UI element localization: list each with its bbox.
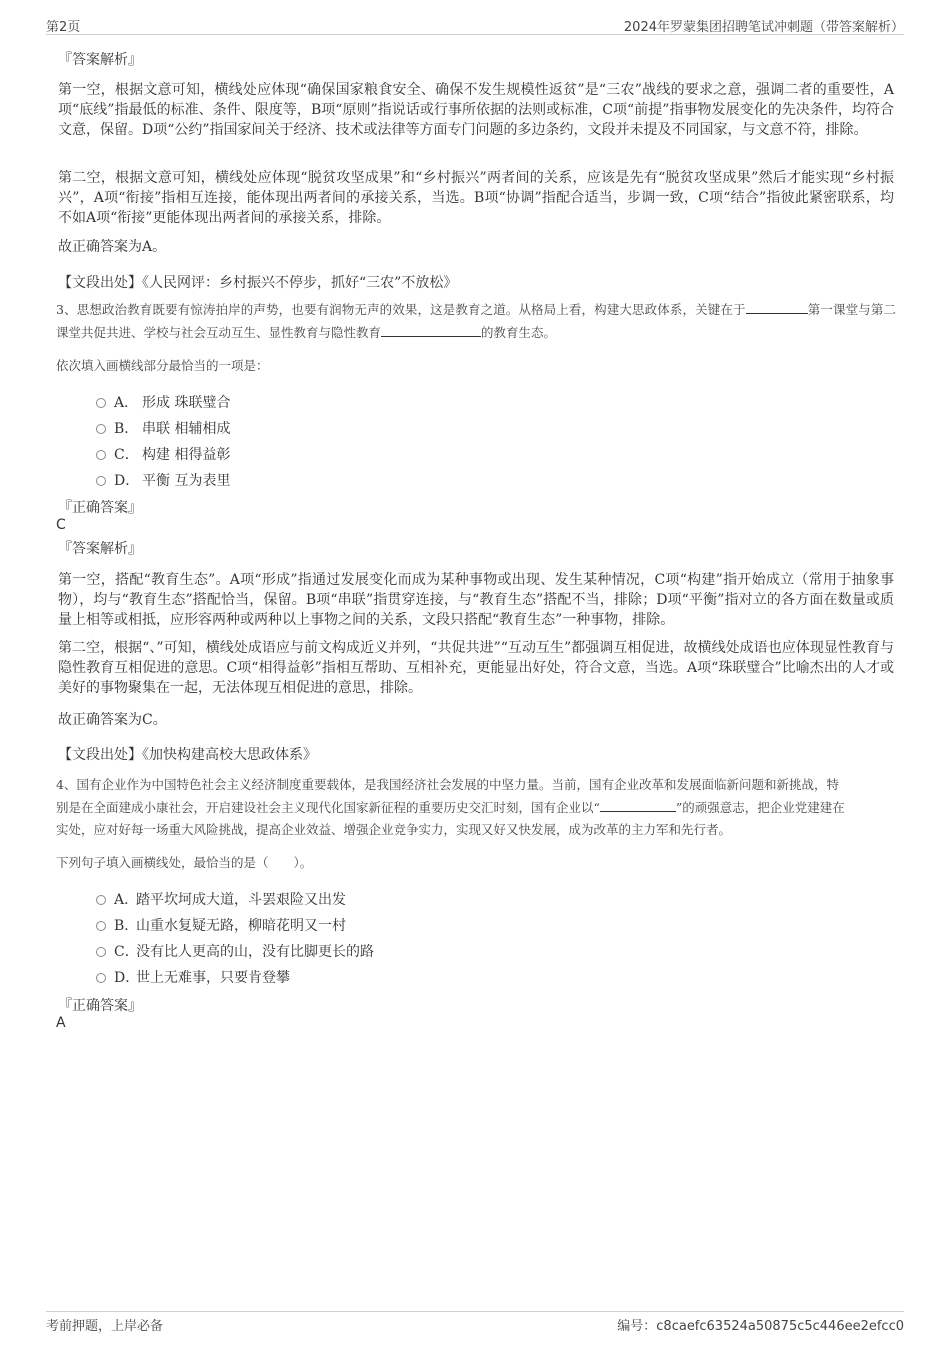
q3-conclusion: 故正确答案为C。	[58, 712, 167, 728]
radio-icon[interactable]	[96, 895, 106, 905]
source-title: 《人民网评：乡村振兴不停步，抓好“三农”不放松》	[142, 275, 458, 291]
q4-prompt: 下列句子填入画横线处，最恰当的是（ ）。	[56, 855, 313, 870]
radio-icon[interactable]	[96, 476, 106, 486]
page-header	[46, 14, 904, 35]
q2-analysis-para1: 第一空，根据文意可知，横线处应体现“确保国家粮食安全、确保不发生规模性返贫”是“三农”战线的要求之意，强调二者的重要性，A项“底线”指最低的标准、条件、限度等，B项“原则”指说话或行事所依据的法则或标准，C项“前提”指事物发展变化的先决条件，均符合文意，保留。D项“公约”指国家间关于经济、技术或法律等方面专门问题的多边条约，文段并未提及不同国家，与文意不符，排除。	[58, 82, 894, 138]
q3-stem-part2: 第一课堂与第二课堂共促共进、学校与社会互动互生、显性教育与隐性教育	[56, 302, 896, 340]
q2-analysis-para2: 第二空，根据文意可知，横线处应体现“脱贫攻坚成果”和“乡村振兴”两者间的关系，应该是先有“脱贫攻坚成果”然后才能实现“乡村振兴”，A项“衔接”指相互连接，能体现出两者间的承接关系，当选。B项“协调”指配合适当，步调一致，C项“结合”指彼此紧密联系，均不如A项“衔接”更能体现出两者间的承接关系，排除。	[58, 170, 894, 226]
radio-icon[interactable]	[96, 921, 106, 931]
footer-slogan: 考前押题，上岸必备	[46, 1319, 164, 1334]
q3-answer: C	[56, 517, 66, 533]
q4-option-a[interactable]: A．踏平坎坷成大道，斗罢艰险又出发	[96, 889, 346, 909]
q3-analysis-label: 『答案解析』	[58, 541, 142, 557]
radio-icon[interactable]	[96, 947, 106, 957]
q3-analysis-para2: 第二空，根据“、”可知，横线处成语应与前文构成近义并列，“共促共进”“互动互生”都强调互相促进，故横线处成语也应体现显性教育与隐性教育互相促进的意思。C项“相得益彰”指相互帮助、互相补充，更能显出好处，符合文意，当选。A项“珠联璧合”比喻杰出的人才或美好的事物聚集在一起，无法体现互相促进的意思，排除。	[58, 640, 894, 696]
document-title: 2024年罗蒙集团招聘笔试冲刺题（带答案解析）	[623, 20, 904, 35]
q3-stem	[56, 299, 896, 344]
q4-option-d[interactable]: D．世上无难事，只要肯登攀	[96, 967, 290, 987]
q4-correct-label: 『正确答案』	[58, 998, 142, 1014]
q2-analysis-label: 『答案解析』	[58, 52, 142, 68]
q3-blank-1	[746, 301, 808, 314]
radio-icon[interactable]	[96, 973, 106, 983]
q4-stem-line1: 4、国有企业作为中国特色社会主义经济制度重要载体，是我国经济社会发展的中坚力量。当前，国有企业改革和发展面临新问题和新挑战，特	[56, 777, 839, 792]
q4-blank	[600, 799, 676, 812]
q3-option-d[interactable]: D． 平衡 互为表里	[96, 470, 230, 490]
source-title: 《加快构建高校大思政体系》	[142, 747, 317, 763]
source-prefix: 【文段出处】	[58, 747, 142, 763]
q3-analysis-para1: 第一空，搭配“教育生态”。A项“形成”指通过发展变化而成为某种事物或出现、发生某种情况，C项“构建”指开始成立（常用于抽象事物），均与“教育生态”搭配恰当，保留。B项“串联”指贯穿连接，与“教育生态”搭配不当，排除；D项“平衡”指对立的各方面在数量或质量上相等或相抵，应形容两种或两种以上事物之间的关系，文段只搭配“教育生态”一种事物，排除。	[58, 572, 894, 628]
q4-option-b[interactable]: B．山重水复疑无路，柳暗花明又一村	[96, 915, 346, 935]
q2-source	[58, 272, 457, 292]
q4-stem-line2: 别是在全面建成小康社会，开启建设社会主义现代化国家新征程的重要历史交汇时刻，国有企业以“ ”的顽强意志，把企业党建建在	[56, 799, 845, 815]
radio-icon[interactable]	[96, 424, 106, 434]
source-prefix: 【文段出处】	[58, 275, 142, 291]
q3-stem-part1: 3、思想政治教育既要有惊涛拍岸的声势，也要有润物无声的效果，这是教育之道。从格局上看，构建大思政体系，关键在于	[56, 302, 746, 317]
radio-icon[interactable]	[96, 450, 106, 460]
q4-stem	[56, 774, 916, 842]
q4-option-c[interactable]: C．没有比人更高的山，没有比脚更长的路	[96, 941, 374, 961]
q3-blank-2	[381, 324, 481, 337]
q4-answer: A	[56, 1015, 66, 1031]
q3-option-c[interactable]: C． 构建 相得益彰	[96, 444, 230, 464]
q3-stem-part3: 的教育生态。	[481, 324, 557, 340]
q3-option-b[interactable]: B． 串联 相辅相成	[96, 418, 230, 438]
radio-icon[interactable]	[96, 398, 106, 408]
footer-serial: 编号：c8caefc63524a50875c5c446ee2efcc0	[617, 1319, 904, 1334]
page-number: 第2页	[46, 20, 81, 35]
q4-stem-line3: 实处，应对好每一场重大风险挑战，提高企业效益、增强企业竞争实力，实现又好又快发展，成为改革的主力军和先行者。	[56, 822, 732, 837]
page-footer	[46, 1311, 904, 1332]
q3-prompt: 依次填入画横线部分最恰当的一项是：	[56, 358, 269, 373]
q3-correct-label: 『正确答案』	[58, 500, 142, 516]
q3-source	[58, 744, 317, 764]
q3-option-a[interactable]: A． 形成 珠联璧合	[96, 392, 230, 412]
q2-conclusion: 故正确答案为A。	[58, 239, 167, 255]
